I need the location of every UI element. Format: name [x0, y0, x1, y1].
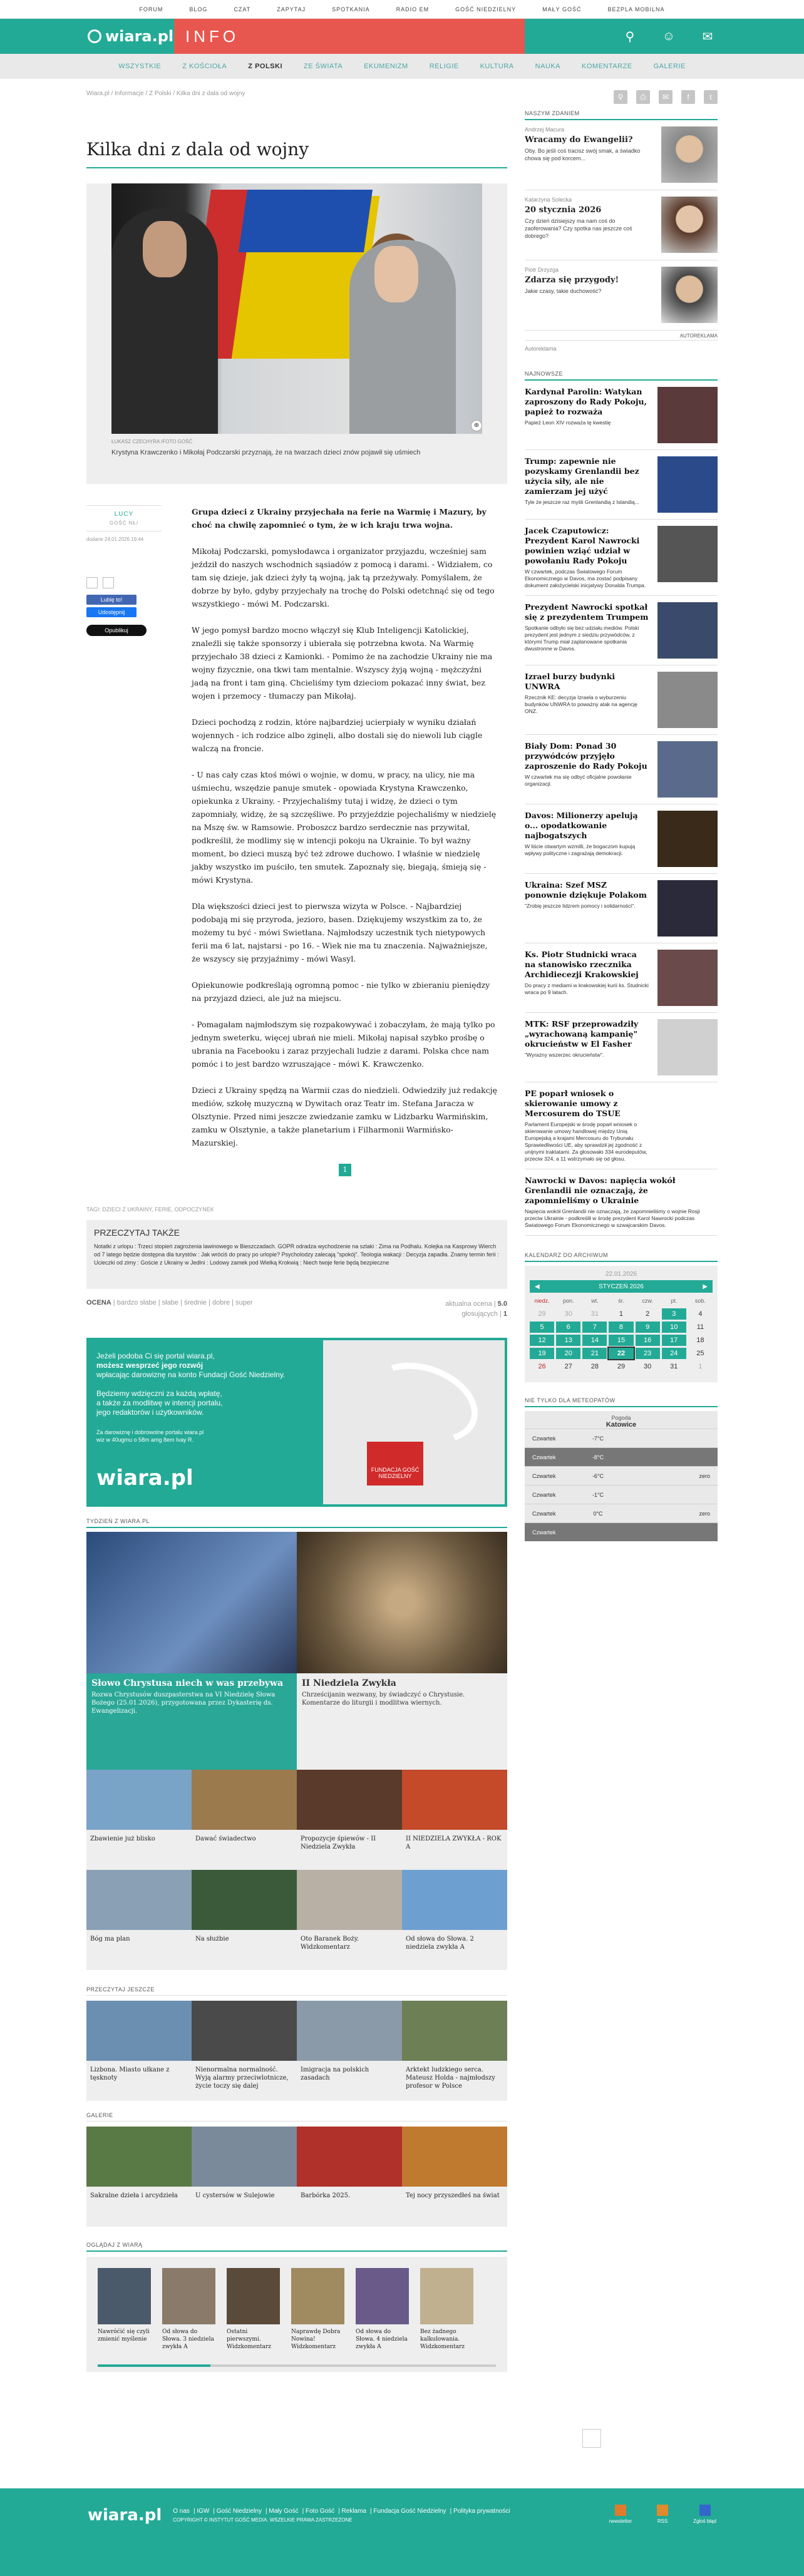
scroll-top-button[interactable]	[582, 2429, 601, 2448]
copyright: COPYRIGHT © INSTYTUT GOŚĆ MEDIA. WSZELKIE PRAWA ZASTRZEŻONE	[173, 2517, 353, 2523]
news-item[interactable]: Trump: zapewnie nie pozyskamy Grenlandii bez użycia siły, ale nie zamierzam jej użyć Tyle że jeszcze raz myśli Grenlandią z Islandią...	[525, 450, 718, 520]
sidebar-title: NAJNOWSZE	[525, 371, 718, 381]
avatar	[661, 126, 718, 183]
section-title: INFO	[174, 19, 525, 54]
news-item[interactable]: PE poparł wniosek o skierowanie umowy z Mercosurem do TSUE Parlament Europejski w środę poparł wniosek o skierowanie umowy handlowej między Unią Europejską a krajami Mercosuru do Trybunału Sprawiedliwości UE, aby sprawdził jej zgodność z unijnymi traktatami. Za głosowało 334 eurodeputów, przeciw 324, a 11 wstrzymało się od głosu.	[525, 1082, 718, 1169]
weather-city[interactable]: Katowice	[606, 1421, 637, 1429]
donation-banner[interactable]: Jeżeli podoba Ci się portal wiara.pl, możesz wesprzeć jego rozwój wpłacając darowiznę na konto Fundacji Gość Niedzielny. Będziemy wdzięczni za każdą wpłatę, a także za modlitwę w intencji portalu, jego redaktorów i użytkowników. Za darowiznę i dobrowolne portalu wiara.pl wiz w 40ugmu o 58m amg 8em Ivay R. wiara.pl FUNDACJA GOŚĆ NIEDZIELNY	[86, 1338, 507, 1507]
sidebar-title: NIE TYLKO DLA METEOPATÓW	[525, 1397, 718, 1407]
sidebar-title: NASZYM ZDANIEM	[525, 110, 718, 120]
calendar-day[interactable]: 31	[670, 1363, 678, 1370]
tile[interactable]: Dawać świadectwo	[192, 1770, 297, 1870]
weather-row: Czwartek -7°C	[525, 1429, 718, 1447]
tile[interactable]: II NIEDZIELA ZWYKŁA - ROK A	[402, 1770, 507, 1870]
x-share-button[interactable]: Opublikuj	[86, 625, 147, 636]
brand-bar	[0, 19, 804, 54]
tile[interactable]: Sakralne dzieła i arcydzieła	[86, 2127, 192, 2227]
breadcrumb[interactable]: Wiara.pl / Informacje / Z Polski / Kilka dni z dala od wojny	[86, 90, 245, 97]
calendar-day[interactable]: 10	[662, 1321, 686, 1333]
calendar-day[interactable]: 20	[556, 1348, 580, 1359]
article-paragraph: - U nas cały czas ktoś mówi o wojnie, w domu, w pracy, na ulicy, nie ma uśmiechu, wszędzie panuje smutek - opowiada Krystyna Krawczenko, opiekunka z Ukrainy. - Przyjechaliśmy tutaj i widzę, że dzieci o tym zapomniały, widzę, że są szczęśliwe. Po przyjeździe pojechaliśmy w niedzielę na Mszę św. w Ramsowie. Proboszcz bardzo serdecznie nas przywitał, podkreślił, że modlimy się w intencji pokoju na Ukrainie. To był ważny moment, bo dzieci muszą być też zdrowe duchowo. I właśnie w niedzielę jakby wszystko im puściło, ten smutek. Zapoznały się, biegają, śmieją się - mówi Krystyna.	[192, 770, 497, 885]
calendar-grid: niedz. pon. wt. śr. czw. pt. sob. 29 30 31 1 2 3 4 5 6 7 8 9 10 11 12 13 14 15 16 17 18 19 20 21 22 23 24 25 26 27 28 29 30 31 1	[530, 1295, 713, 1372]
calendar-day[interactable]: 1	[619, 1310, 624, 1318]
main-column	[86, 110, 507, 2372]
weather-row: Czwartek -1°C	[525, 1485, 718, 1504]
calendar-day[interactable]: 11	[696, 1323, 704, 1331]
opinion-item[interactable]: Piotr Drzyzga Zdarza się przygody! Jakie czasy, takie duchowość?	[525, 260, 718, 331]
calendar-day[interactable]: 18	[696, 1337, 704, 1344]
top-nav	[0, 0, 804, 19]
calendar-day[interactable]: 4	[698, 1310, 703, 1318]
sidebar	[525, 110, 718, 1536]
ad-logo: wiara.pl	[96, 1465, 193, 1491]
ad-link[interactable]: Autoreklama	[525, 346, 557, 352]
section-nav-item[interactable]: NAUKA	[535, 63, 561, 70]
news-item[interactable]: MTK: RSF przeprowadziły „wyrachowaną kampanię" okrucieństw w El Fasher "Wyrażny wszerzec okrucieństw".	[525, 1013, 718, 1082]
calendar-day[interactable]: 22	[609, 1348, 633, 1359]
rss-icon	[657, 2505, 668, 2516]
calendar-day[interactable]: 24	[662, 1348, 686, 1359]
footer-logo[interactable]: wiara.pl	[88, 2506, 162, 2525]
tile[interactable]: U cystersów w Sulejowie	[192, 2127, 297, 2227]
section-nav-item[interactable]: GALERIE	[653, 63, 686, 70]
newsletter-button[interactable]: newsletter	[609, 2505, 632, 2524]
video-item[interactable]: Od słowa do Słowa. 3 niedziela zwykła A	[162, 2268, 215, 2361]
weather-row: Czwartek -8°C	[525, 1447, 718, 1466]
divider	[86, 167, 507, 168]
calendar-day[interactable]: 19	[530, 1348, 554, 1359]
avatar	[661, 267, 718, 323]
section-nav-item[interactable]: KOMENTARZE	[582, 63, 632, 70]
section-nav-item[interactable]: ZE ŚWIATA	[304, 63, 343, 70]
photo-caption: Krystyna Krawczenko i Mikołaj Podczarski przyznają, że na twarzach dzieci znów pojawił się uśmiech	[111, 449, 421, 456]
article-paragraph: Dla większości dzieci jest to pierwsza wizyta w Polsce. - Najbardziej podobają mi się przyroda, jezioro, basen. Dziękujemy wszystkim za to, że możemy tu być - mówi Swietłana. Najmłodszy uczestnik tych nietypowych ferii ma 6 lat, najstarsi - po 16. - Wiek nie ma tu znaczenia. Najważniejsze, że wszyscy się przyjaźnimy - mówi Wasyl.	[192, 901, 488, 963]
read-also-box	[86, 1220, 507, 1289]
opinion-item[interactable]: Katarzyna Solecka 20 stycznia 2026 Czy dzień dzisiejszy ma nam coś do zaoferowania? Czy spotka nas jeszcze coś dobrego?	[525, 190, 718, 260]
calendar-month: STYCZEŃ 2026	[599, 1283, 644, 1290]
calendar-day[interactable]: 14	[582, 1335, 607, 1346]
calendar-day[interactable]: 27	[564, 1363, 572, 1370]
facebook-like-button[interactable]: Lubię to!	[86, 595, 137, 605]
tile[interactable]: Oto Baranek Boży. Widzkomentarz	[297, 1870, 402, 1970]
rating: OCENA | bardzo słabe | słabe | średnie | dobre | super aktualna ocena | 5.0 głosujących | 1	[86, 1299, 507, 1318]
tile[interactable]: Tej nocy przyszedłeś na świat	[402, 2127, 507, 2227]
calendar-day[interactable]: 13	[556, 1335, 580, 1346]
tile[interactable]: Na służbie	[192, 1870, 297, 1970]
section-title: TYDZIEŃ Z WIARA.PL	[86, 1518, 507, 1528]
news-item[interactable]: Nawrocki w Davos: napięcia wokół Grenlandii nie oznaczają, że zapomnieliśmy o Ukrainie Napięcia wokół Grenlandii nie oznaczają, że zapomnieliśmy o wojnie Rosji przeciw Ukrainie - podkreślił w środę prezydent Karol Nawrocki podczas Światowego Forum Ekonomicznego w szwajcarskim Davos.	[525, 1169, 718, 1236]
twitter-icon[interactable]: t	[704, 90, 718, 104]
video-carousel	[86, 2257, 507, 2372]
ad-label: AUTOREKLAMA	[525, 333, 718, 341]
report-error-button[interactable]: Zgłoś błąd	[693, 2505, 716, 2524]
report-icon	[699, 2505, 711, 2516]
calendar-day[interactable]: 16	[636, 1335, 660, 1346]
news-item[interactable]: Kardynał Parolin: Watykan zaproszony do Rady Pokoju, papież to rozważa Papież Leon XIV rozważa tę kwestię	[525, 381, 718, 450]
print-icon[interactable]: ⎙	[636, 90, 650, 104]
video-item[interactable]: Ostatni pierwszymi. Widzkomentarz	[227, 2268, 280, 2361]
logo-icon	[88, 29, 101, 43]
video-item[interactable]: Od słowa do Słowa. 4 niedziela zwykła A	[356, 2268, 409, 2361]
section-nav-item[interactable]: KULTURA	[480, 63, 514, 70]
tile[interactable]: Bóg ma plan	[86, 1870, 192, 1970]
section-title: OGLĄDAJ Z WIARĄ	[86, 2242, 507, 2252]
read-also-links[interactable]: Notatki z urlopu : Trzeci stopień zagrożenia lawinowego w Bieszczadach. GOPR odradza wychodzenie na szlaki : Zima na Podhalu. Kolejka na Kasprowy Wierch od 7 latego będzie dostępna dla turystów : Jak wróciś do pracy po urlopie? Psycholodzy zalecają "spokój". Teologia wakacji : Decyzja zapadła. Znamy termin ferii : Ucieczki od zimy : Goście z Ukrainy w Jedlni : Lodowy zamek pod Wielką Krokwią : Niech twoje ferie będą bezpieczne	[94, 1243, 499, 1266]
top-nav-item[interactable]: BEZPLA MOBILNA	[607, 6, 665, 13]
section-title: PRZECZYTAJ JESZCZE	[86, 1986, 507, 1996]
section-nav-item[interactable]: WSZYSTKIE	[118, 63, 162, 70]
mail-icon[interactable]	[86, 577, 98, 588]
calendar-day[interactable]: 23	[636, 1348, 660, 1359]
user-icon[interactable]: ☺	[662, 29, 676, 43]
calendar-day[interactable]: 2	[646, 1310, 650, 1318]
calendar-day[interactable]: 30	[564, 1310, 572, 1318]
video-item[interactable]: Naprawdę Dobra Nowina! Widzkomentarz	[291, 2268, 344, 2361]
carousel-scrollbar[interactable]	[98, 2364, 496, 2367]
video-item[interactable]: Nawróćić się czyli zmienić myślenie	[98, 2268, 151, 2361]
featured-tile[interactable]: II Niedziela Zwykła Chrześcijanin wezwany, by świadczyć o Chrystusie. Komentarze do liturgii i modlitwa wiernych.	[297, 1532, 507, 1770]
calendar-day[interactable]: 31	[590, 1310, 599, 1318]
article-paragraph: Dzieci z Ukrainy spędzą na Warmii czas do niedzieli. Odwiedziły już redakcję mediów, szkołę muzyczną w Dywitach oraz Teatr im. Stefana Jaracza w Olsztynie. Przed nimi jeszcze zwiedzanie zamku w Lidzbarku Warmińskim, zamku w Olsztynie, a także planetarium i Filharmonii Warmińsko-Mazurskiej.	[192, 1085, 497, 1147]
calendar-day[interactable]: 8	[609, 1321, 633, 1333]
facebook-share-button[interactable]: Udostępnij	[86, 607, 137, 617]
author[interactable]: LUCY GOŚĆ NŁ/	[86, 505, 162, 531]
news-item[interactable]: Jacek Czaputowicz: Prezydent Karol Nawrocki powinien wziąć udział w powołaniu Rady Pokoju W czwartek, podczas Światowego Forum Ekonomicznego w Davos, ma zostać podpisany dokument założycielski inicjatywy Donalda Trumpa.	[525, 520, 718, 596]
article-photo[interactable]	[111, 183, 482, 434]
tags[interactable]: TAGI: DZIECI Z UKRAINY, FERIE, ODPOCZYNEK	[86, 1206, 214, 1213]
news-item[interactable]: Ukraina: Szef MSZ ponownie dziękuje Polakom "Zrobię jeszcze lidzrem pomocy i solidarności".	[525, 874, 718, 943]
newsletter-icon	[615, 2505, 626, 2516]
fundacja-logo: FUNDACJA GOŚĆ NIEDZIELNY	[367, 1442, 423, 1486]
search-icon[interactable]: ⚲	[625, 29, 635, 44]
calendar-day[interactable]: 12	[530, 1335, 554, 1346]
calendar-day[interactable]: 21	[582, 1348, 607, 1359]
news-item[interactable]: Izrael burzy budynki UNWRA Rzecznik KE: decyzja Izraela o wyburzeniu budynków UNWRA to poważny atak na agencję ONZ.	[525, 665, 718, 735]
top-nav-item[interactable]: RADIO EM	[396, 6, 430, 13]
tile[interactable]: Barbórka 2025.	[297, 2127, 402, 2227]
calendar-day[interactable]: 3	[662, 1308, 686, 1320]
calendar-day[interactable]: 9	[636, 1321, 660, 1333]
top-nav-item[interactable]: CZAT	[234, 6, 251, 13]
tile[interactable]: Od słowa do Słowa. 2 niedziela zwykła A	[402, 1870, 507, 1970]
rss-button[interactable]: RSS	[657, 2505, 668, 2524]
article-paragraph: W jego pomysł bardzo mocno włączył się Klub Inteligencji Katolickiej, znaleźli się także sponsorzy i ubierała się potrzebna kwota. Na Warmię przyjechało 38 dzieci z Kamionki. - Pomimo że na zachodzie Ukrainy nie ma wojny fizycznie, ona tkwi tam mentalnie. Wszyscy żyją wojną - mężczyźni jadą na front i tam giną. Chcieliśmy tym dzieciom pokazać inny świat, bez wojen i przemocy - tłumaczy pan Mikołaj.	[192, 625, 493, 700]
calendar-day[interactable]: 6	[556, 1321, 580, 1333]
footer-link[interactable]: Polityka prywatności	[453, 2508, 510, 2515]
calendar-day[interactable]: 15	[609, 1335, 633, 1346]
featured-tile[interactable]: Słowo Chrystusa niech w was przebywa Rozwa Chrystusów duszpasterstwa na VI Niedzielę Słowa Bożego (25.01.2026), przygotowana przez Dykasterię ds. Ewangelizacji.	[86, 1532, 297, 1770]
news-item[interactable]: Prezydent Nawrocki spotkał się z prezydentem Trumpem Spotkanie odbyło się bez udziału mediów. Polski prezydent jest jednym z siedziu przywódców, z którymi Trump miał zaplanowane spotkania dwustronne w Davos.	[525, 596, 718, 665]
section-nav-item[interactable]: EKUMENIZM	[364, 63, 408, 70]
weather-row: Czwartek	[525, 1522, 718, 1541]
calendar-date: 22.01.2026	[605, 1271, 637, 1278]
section-nav-item[interactable]: RELIGIE	[429, 63, 459, 70]
rating-options[interactable]: bardzo słabe | słabe | średnie | dobre | super	[116, 1299, 253, 1306]
read-also-title: PRZECZYTAJ TAKŻE	[94, 1228, 180, 1238]
calendar-day[interactable]: 29	[617, 1363, 626, 1370]
avatar	[661, 197, 718, 253]
facebook-icon[interactable]: f	[681, 90, 695, 104]
zoom-icon[interactable]: ⊕	[471, 420, 482, 431]
section-nav	[0, 54, 804, 79]
calendar-day[interactable]: 25	[696, 1350, 704, 1357]
news-item[interactable]: Ks. Piotr Studnicki wraca na stanowisko rzecznika Archidiecezji Krakowskiej Do pracy z mediami w krakowskiej kurii ks. Studnicki wraca po 9 latach.	[525, 943, 718, 1013]
page-number[interactable]: 1	[339, 1164, 351, 1176]
news-item[interactable]: Davos: Milionerzy apelują o... opodatkowanie najbogatszych W liście otwartym wzmilli, że bogaczom kupują wpływy polityczne i zagrażają demokracji.	[525, 804, 718, 874]
footer-link[interactable]: Fundacja Gość Niedzielny	[373, 2508, 446, 2515]
top-nav-item[interactable]: ZAPYTAJ	[277, 6, 306, 13]
top-nav-item[interactable]: GOŚĆ NIEDZIELNY	[455, 6, 517, 13]
tile[interactable]: Propozycje śpiewów - II Niedziela Zwykła	[297, 1770, 402, 1870]
calendar-day[interactable]: 5	[530, 1321, 554, 1333]
photo-credit: ŁUKASZ CZECHYRA /FOTO GOŚĆ	[111, 439, 193, 444]
calendar-day[interactable]: 26	[538, 1363, 546, 1370]
prev-month-icon[interactable]: ◀	[535, 1283, 540, 1290]
added-date: dodane 24.01.2026 19:44	[86, 536, 144, 542]
footer-link[interactable]: Gość Niedzielny	[216, 2508, 262, 2515]
mail-icon[interactable]: ✉	[659, 90, 673, 104]
tile[interactable]: Imigracja na polskich zasadach	[297, 2001, 402, 2101]
calendar-day[interactable]: 7	[582, 1321, 607, 1333]
section-nav-item[interactable]: Z KOŚCIOŁA	[182, 63, 227, 70]
footer-link[interactable]: IGW	[197, 2508, 210, 2515]
article-paragraph: - Pomagałam najmłodszym się rozpakowywać i zobaczyłam, że mają tylko po jednym sweterku, więcej ubrań nie mieli. Mikołaj napisał szybko prośbę o ubrania na Facebooku i zaraz przyjechali ludzie z darami. Polska chce nam pomóc i to jest bardzo wzruszające - mówi K. Krawczenko.	[192, 1020, 495, 1069]
article-meta	[86, 505, 162, 636]
weather-row: Czwartek 0°C zero	[525, 1504, 718, 1522]
article-paragraph: Mikołaj Podczarski, pomysłodawca i organizator przyjazdu, wcześniej sam jeździł do naszych wschodnich sąsiadów z pomocą i darami. - Widziałem, co tam się dzieje, jak dzieci żyły tą wojną, jak tą przeżywały. Pomyślałem, że dobrze by było, gdyby przyjechały na trochę do Polski odetchnąć się od tego wszystkiego - mówi M. Podczarski.	[192, 547, 495, 608]
top-nav-item[interactable]: SPOTKANIA	[332, 6, 370, 13]
article-paragraph: Dzieci pochodzą z rodzin, które najbardziej ucierpiały w wyniku działań wojennych - ich rodzice albo zginęli, albo dostali się do niewoli lub ciągle walczą na froncie.	[192, 717, 483, 753]
sidebar-title: KALENDARZ DO ARCHIWUM	[525, 1252, 718, 1262]
top-nav-item[interactable]: BLOG	[189, 6, 208, 13]
article-lead: Grupa dzieci z Ukrainy przyjechała na ferie na Warmię i Mazury, by choć na chwilę zapomnieć o tym, że w ich kraju trwa wojna.	[192, 507, 487, 530]
video-item[interactable]: Bez żadnego kalkulowania. Widzkomentarz	[420, 2268, 473, 2361]
footer-link[interactable]: O nas	[173, 2508, 190, 2515]
footer: wiara.pl O nas | IGW | Gość Niedzielny | Mały Gość | Foto Gość | Reklama | Fundacja Gość Niedzielny | Polityka prywatności COPYRIGHT © INSTYTUT GOŚĆ MEDIA. WSZELKIE PRAWA ZASTRZEŻONE newsletter RSS Zgłoś błąd	[0, 2488, 804, 2576]
tile[interactable]: Lizbona. Miasto ułkane z tęsknoty	[86, 2001, 192, 2101]
calendar-day[interactable]: 17	[662, 1335, 686, 1346]
opinion-item[interactable]: Andrzej Macura Wracamy do Ewangelii? Oby. Bo jeśli coś tracisz swój smak, a świadko chowa się pod korcem...	[525, 120, 718, 190]
tile[interactable]: Nienormalna normalność. Wyją alarmy przeciwlotnicze, życie toczy się dalej	[192, 2001, 297, 2101]
article-body	[192, 505, 498, 1176]
chat-icon[interactable]: ✉	[702, 29, 713, 44]
footer-link[interactable]: Mały Gość	[269, 2508, 299, 2515]
footer-link[interactable]: Foto Gość	[306, 2508, 335, 2515]
next-month-icon[interactable]: ▶	[703, 1283, 708, 1290]
article-paragraph: Opiekunowie podkreślają ogromną pomoc - nie tylko w zbieraniu pieniędzy na przyjazd dzieci, ale już na miejscu.	[192, 980, 490, 1003]
calendar-day[interactable]: 29	[538, 1310, 546, 1318]
article-title: Kilka dni z dala od wojny	[86, 139, 309, 160]
news-item[interactable]: Biały Dom: Ponad 30 przywódców przyjęło zaproszenie do Rady Pokoju W czwartek ma się odbyć oficjalne powołanie organizacji.	[525, 735, 718, 804]
calendar-day[interactable]: 1	[698, 1363, 703, 1370]
weather-row: Czwartek -6°C zero	[525, 1466, 718, 1485]
footer-link[interactable]: Reklama	[341, 2508, 366, 2515]
search-icon[interactable]: ⚲	[614, 90, 627, 104]
site-logo[interactable]: wiara.pl	[88, 28, 173, 45]
print-icon[interactable]	[103, 577, 114, 588]
section-nav-item-active[interactable]: Z POLSKI	[248, 63, 283, 70]
top-nav-item[interactable]: MAŁY GOŚĆ	[542, 6, 582, 13]
top-nav-item[interactable]: FORUM	[139, 6, 163, 13]
article-photo-box	[86, 183, 507, 484]
section-title: GALERIE	[86, 2112, 507, 2122]
calendar	[525, 1266, 718, 1382]
tile[interactable]: Zbawienie już blisko	[86, 1770, 192, 1870]
tile[interactable]: Arktekt ludzkiego serca. Mateusz Holda - najmłodszy profesor w Polsce	[402, 2001, 507, 2101]
calendar-day[interactable]: 28	[590, 1363, 599, 1370]
weather-widget: Pogoda Katowice Czwartek -7°C Czwartek -8°C Czwartek -6°C zero Czwartek -1°C Czwartek 0°C zero Czwartek	[525, 1411, 718, 1536]
calendar-day[interactable]: 30	[644, 1363, 652, 1370]
